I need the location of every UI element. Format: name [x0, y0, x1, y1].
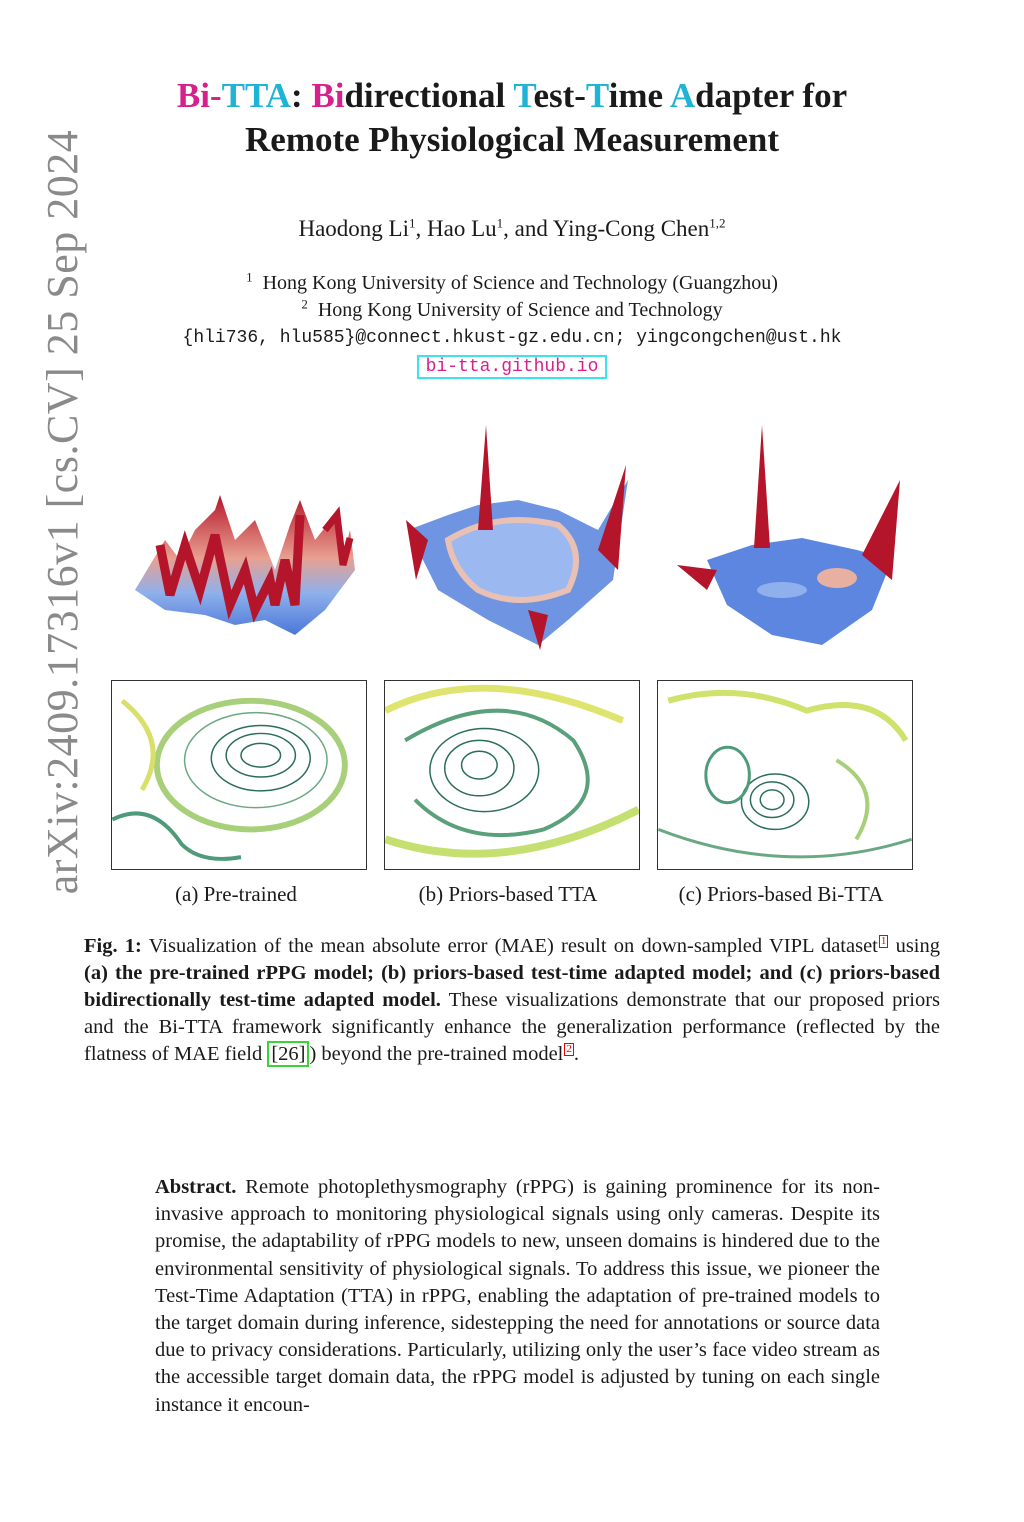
citation-link[interactable]: [26]	[267, 1041, 309, 1067]
subcaption-b: (b) Priors-based TTA	[418, 882, 598, 906]
subcaption-a: (a) Pre-trained	[175, 882, 297, 906]
surface-plot-pretrained	[125, 420, 375, 660]
affiliation-1: $^1$ Hong Kong University of Science and Technology (Guangzhou)	[246, 269, 778, 294]
abstract-text: Remote photoplethysmography (rPPG) is gaining prominence for its non-invasive approach to monitoring physiological signals using only cameras. Despite its promise, the adaptability of rPPG models to new, unseen domains is hindered due to the environmental sensitivity of physiological signals. To address this issue, we pioneer the Test-Time Adaptation (TTA) in rPPG, enabling the adaptation of pre-trained models to the target domain during inference, sidestepping the need for annotations or source data due to privacy considerations. Particularly, utilizing only the user’s face video stream as the accessible target domain data, the rPPG model is adjusted by tuning on each single instance it encoun-	[155, 1176, 880, 1416]
contour-plot-priors-tta	[384, 680, 640, 870]
footnote-link-1[interactable]: 1	[880, 935, 887, 948]
paper-title	[0, 74, 1024, 162]
surface-plot-priors-bitta	[672, 420, 922, 660]
abstract-label: Abstract.	[155, 1176, 237, 1198]
footnote-link-2[interactable]: 2	[566, 1043, 572, 1056]
project-page-link[interactable]: bi-tta.github.io	[417, 355, 607, 379]
abstract-paragraph	[155, 1174, 880, 1419]
title-line-1: Bi-TTA: Bidirectional Test-Time Adapter for	[176, 76, 848, 115]
author-list: Haodong Li$^1$, Hao Lu$^1$, and Ying-Cong Chen$^{1,2}$	[298, 215, 726, 241]
affiliation-2: $^2$ Hong Kong University of Science and Technology	[301, 296, 723, 321]
error-peak	[754, 425, 770, 548]
title-line-2: Remote Physiological Measurement	[245, 120, 779, 159]
figure-label: Fig. 1:	[84, 935, 142, 957]
arxiv-identifier-stamp: arXiv:2409.17316v1 [cs.CV] 25 Sep 2024	[38, 129, 87, 895]
error-peak	[478, 425, 493, 530]
contour-plot-priors-bitta	[657, 680, 913, 870]
contour-plot-pretrained	[111, 680, 367, 870]
surface-plot-priors-tta	[398, 420, 648, 660]
author-name: Haodong Li	[298, 216, 409, 241]
author-name: Hao Lu	[427, 216, 497, 241]
author-name: Ying-Cong Chen	[552, 216, 710, 241]
author-emails: {hli736, hlu585}@connect.hkust-gz.edu.cn; yingcongchen@ust.hk	[182, 328, 842, 348]
subcaption-c: (c) Priors-based Bi-TTA	[678, 882, 884, 906]
title-acronym-bi: Bi	[176, 76, 210, 115]
figure-caption: Fig. 1: Visualization of the mean absolute error (MAE) result on down-sampled VIPL dataset 1 using (a) the pre-trained rPPG model; (b) priors-based test-time adapted model; and (c) priors-based bidirectionally test-time adapted model. These visualizations demonstrate that our proposed priors and the Bi-TTA framework significantly enhance the generalization performance (reflected by the flatness of MAE field [26] ) beyond the pre-trained model 2.	[84, 935, 940, 1065]
